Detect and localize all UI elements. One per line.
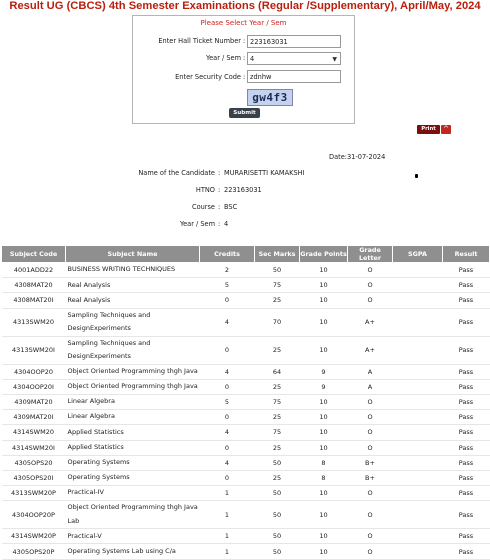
- table-row: [2, 364, 490, 379]
- cell-result: Pass: [443, 440, 490, 455]
- table-row: [2, 440, 490, 455]
- cell-grade-letter: O: [348, 410, 393, 425]
- cell-sgpa: [393, 486, 443, 501]
- subject-name-line: Real Analysis: [67, 295, 111, 304]
- cell-subject-name: [66, 336, 200, 364]
- cell-sec-marks: 75: [255, 278, 300, 293]
- cell-credits: 0: [200, 293, 255, 308]
- header-grade-points: Grade Points: [300, 246, 348, 263]
- cell-sec-marks: 25: [255, 440, 300, 455]
- cell-subject-name: [66, 486, 200, 501]
- marks-table: [1, 245, 490, 560]
- header-grade-letter: Grade Letter: [348, 246, 393, 263]
- captcha-image: gw4f3: [247, 89, 293, 106]
- cell-sgpa: [393, 394, 443, 409]
- cell-result: Pass: [443, 425, 490, 440]
- cell-result: Pass: [443, 470, 490, 485]
- cell-sgpa: [393, 440, 443, 455]
- subject-name-line: Sampling Techniques and: [67, 338, 151, 347]
- cell-sgpa: [393, 455, 443, 470]
- cell-subject-code: 4313SWM20P: [2, 486, 66, 501]
- cell-sgpa: [393, 263, 443, 278]
- cell-sec-marks: 25: [255, 336, 300, 364]
- table-row: [2, 308, 490, 336]
- cell-credits: 4: [200, 364, 255, 379]
- cell-grade-points: 10: [300, 544, 348, 559]
- table-row: [2, 470, 490, 485]
- hall-ticket-label: Enter Hall Ticket Number: [158, 37, 241, 45]
- cell-credits: 0: [200, 336, 255, 364]
- cell-grade-letter: A+: [348, 336, 393, 364]
- table-row: [2, 379, 490, 394]
- cell-grade-points: 9: [300, 364, 348, 379]
- cell-grade-points: 10: [300, 410, 348, 425]
- subject-name-line: Sampling Techniques and: [67, 310, 151, 319]
- cell-subject-code: 4308MAT20I: [2, 293, 66, 308]
- cell-credits: 0: [200, 470, 255, 485]
- cell-subject-name: [66, 263, 200, 278]
- subject-name-line: Lab: [67, 516, 80, 525]
- cell-result: Pass: [443, 278, 490, 293]
- cell-credits: 1: [200, 501, 255, 529]
- subject-name-line: Applied Statistics: [67, 427, 124, 436]
- subject-name-line: Operating Systems: [67, 458, 130, 467]
- cell-sec-marks: 50: [255, 263, 300, 278]
- chevron-down-icon: ▼: [332, 56, 337, 63]
- cell-result: Pass: [443, 364, 490, 379]
- table-row: [2, 529, 490, 544]
- cell-sec-marks: 25: [255, 293, 300, 308]
- cell-subject-name: [66, 308, 200, 336]
- colon: :: [218, 220, 221, 228]
- cell-credits: 5: [200, 394, 255, 409]
- year-sem-info-value: 4: [224, 220, 229, 228]
- subject-name-line: Operating Systems: [67, 473, 130, 482]
- subject-name-line: Practical-IV: [67, 488, 104, 497]
- cell-credits: 0: [200, 410, 255, 425]
- cell-credits: 1: [200, 544, 255, 559]
- cell-credits: 4: [200, 455, 255, 470]
- cell-sec-marks: 50: [255, 455, 300, 470]
- cell-result: Pass: [443, 455, 490, 470]
- cell-grade-letter: O: [348, 486, 393, 501]
- chevron-up-icon[interactable]: ^: [441, 125, 451, 134]
- hall-ticket-input[interactable]: 223163031: [247, 35, 341, 48]
- cell-sec-marks: 25: [255, 410, 300, 425]
- cell-grade-points: 10: [300, 263, 348, 278]
- subject-name-line: Linear Algebra: [67, 397, 115, 406]
- cell-subject-name: [66, 455, 200, 470]
- table-row: [2, 425, 490, 440]
- cell-credits: 0: [200, 440, 255, 455]
- cell-grade-points: 10: [300, 425, 348, 440]
- cell-sgpa: [393, 470, 443, 485]
- cell-subject-code: 4313SWM20: [2, 308, 66, 336]
- cell-subject-name: [66, 501, 200, 529]
- table-row: [2, 544, 490, 559]
- cell-result: Pass: [443, 394, 490, 409]
- cell-sgpa: [393, 308, 443, 336]
- year-sem-info-label: Year / Sem: [179, 220, 215, 228]
- cell-sec-marks: 64: [255, 364, 300, 379]
- cell-credits: 1: [200, 529, 255, 544]
- cell-subject-code: 4305OPS20: [2, 455, 66, 470]
- cell-subject-code: 4305OPS20P: [2, 544, 66, 559]
- course-value: BSC: [224, 203, 238, 211]
- header-sec-marks: Sec Marks: [255, 246, 300, 263]
- header-credits: Credits: [200, 246, 255, 263]
- colon: :: [243, 54, 246, 62]
- cell-subject-code: 4304OOP20: [2, 364, 66, 379]
- cell-subject-name: [66, 364, 200, 379]
- header-result: Result: [443, 246, 490, 263]
- cell-result: Pass: [443, 486, 490, 501]
- cell-grade-points: 8: [300, 470, 348, 485]
- form-heading: Please Select Year / Sem: [200, 19, 287, 27]
- security-code-label: Enter Security Code: [175, 73, 241, 81]
- cell-sgpa: [393, 544, 443, 559]
- cell-sec-marks: 70: [255, 308, 300, 336]
- cell-sgpa: [393, 501, 443, 529]
- cell-grade-letter: O: [348, 278, 393, 293]
- subject-name-line: Operating Systems Lab using C/a: [67, 546, 176, 555]
- table-row: [2, 455, 490, 470]
- cell-subject-name: [66, 425, 200, 440]
- print-button[interactable]: Print: [417, 125, 440, 134]
- cell-grade-letter: B+: [348, 455, 393, 470]
- cell-subject-name: [66, 529, 200, 544]
- table-row: [2, 293, 490, 308]
- cell-grade-points: 10: [300, 394, 348, 409]
- cell-grade-letter: O: [348, 544, 393, 559]
- cell-sgpa: [393, 278, 443, 293]
- cell-subject-name: [66, 410, 200, 425]
- cell-subject-name: [66, 440, 200, 455]
- cell-result: Pass: [443, 263, 490, 278]
- cell-subject-code: 4314SWM20I: [2, 440, 66, 455]
- cell-sec-marks: 75: [255, 425, 300, 440]
- year-sem-select[interactable]: [247, 52, 341, 65]
- cell-subject-name: [66, 379, 200, 394]
- cell-sgpa: [393, 364, 443, 379]
- cell-grade-letter: O: [348, 529, 393, 544]
- cell-subject-code: 4309MAT20: [2, 394, 66, 409]
- header-subject-code: Subject Code: [2, 246, 66, 263]
- cell-subject-name: [66, 278, 200, 293]
- page-title: Result UG (CBCS) 4th Semester Examinations (Regular /Supplementary), April/May, 2024: [9, 0, 481, 12]
- cell-result: Pass: [443, 501, 490, 529]
- cell-subject-code: 4304OOP20P: [2, 501, 66, 529]
- table-row: [2, 394, 490, 409]
- subject-name-line: DesignExperiments: [67, 352, 131, 361]
- htno-label: HTNO: [195, 186, 215, 194]
- result-date: Date:31-07-2024: [329, 153, 386, 161]
- cell-credits: 2: [200, 263, 255, 278]
- cell-subject-code: 4305OPS20I: [2, 470, 66, 485]
- colon: :: [243, 73, 246, 81]
- cell-grade-points: 9: [300, 379, 348, 394]
- cell-sgpa: [393, 293, 443, 308]
- cell-grade-letter: A+: [348, 308, 393, 336]
- cell-subject-code: 4308MAT20: [2, 278, 66, 293]
- cell-result: Pass: [443, 379, 490, 394]
- subject-name-line: Applied Statistics: [67, 442, 124, 451]
- cell-subject-code: 4001ADD22: [2, 263, 66, 278]
- cell-sec-marks: 50: [255, 544, 300, 559]
- cell-sgpa: [393, 336, 443, 364]
- table-row: [2, 486, 490, 501]
- htno-value: 223163031: [224, 186, 262, 194]
- cell-grade-points: 10: [300, 440, 348, 455]
- cell-subject-name: [66, 293, 200, 308]
- colon: :: [243, 37, 246, 45]
- cell-grade-letter: A: [348, 379, 393, 394]
- cell-credits: 5: [200, 278, 255, 293]
- cell-sgpa: [393, 410, 443, 425]
- cell-grade-letter: B+: [348, 470, 393, 485]
- table-row: [2, 501, 490, 529]
- subject-name-line: Real Analysis: [67, 280, 111, 289]
- subject-name-line: Object Oriented Programming thgh Java: [67, 503, 198, 512]
- cell-subject-code: 4313SWM20I: [2, 336, 66, 364]
- cell-grade-points: 10: [300, 486, 348, 501]
- cell-sec-marks: 25: [255, 379, 300, 394]
- cursor-dot: [415, 174, 418, 178]
- cell-grade-points: 10: [300, 336, 348, 364]
- cell-grade-letter: O: [348, 425, 393, 440]
- cell-subject-code: 4314SWM20P: [2, 529, 66, 544]
- cell-grade-points: 10: [300, 293, 348, 308]
- subject-name-line: DesignExperiments: [67, 324, 131, 333]
- cell-subject-code: 4309MAT20I: [2, 410, 66, 425]
- cell-subject-name: [66, 544, 200, 559]
- cell-subject-code: 4314SWM20: [2, 425, 66, 440]
- header-subject-name: Subject Name: [66, 246, 200, 263]
- cell-result: Pass: [443, 544, 490, 559]
- cell-sec-marks: 75: [255, 394, 300, 409]
- cell-grade-letter: O: [348, 263, 393, 278]
- subject-name-line: Linear Algebra: [67, 412, 115, 421]
- cell-credits: 4: [200, 425, 255, 440]
- colon: :: [218, 203, 221, 211]
- cell-grade-points: 8: [300, 455, 348, 470]
- cell-grade-letter: O: [348, 501, 393, 529]
- subject-name-line: Object Oriented Programming thgh Java: [67, 366, 198, 375]
- cell-sec-marks: 50: [255, 501, 300, 529]
- cell-result: Pass: [443, 410, 490, 425]
- cell-grade-points: 10: [300, 501, 348, 529]
- table-row: [2, 336, 490, 364]
- cell-sec-marks: 50: [255, 486, 300, 501]
- cell-result: Pass: [443, 529, 490, 544]
- year-sem-selected: 4: [250, 55, 255, 63]
- header-sgpa: SGPA: [393, 246, 443, 263]
- cell-result: Pass: [443, 308, 490, 336]
- cell-grade-letter: O: [348, 394, 393, 409]
- security-code-input[interactable]: zdnhw: [247, 70, 341, 83]
- cell-credits: 4: [200, 308, 255, 336]
- search-form: [132, 15, 355, 124]
- table-row: [2, 410, 490, 425]
- cell-credits: 1: [200, 486, 255, 501]
- table-header-row: [2, 246, 490, 263]
- candidate-name-label: Name of the Candidate: [138, 169, 215, 177]
- cell-grade-letter: A: [348, 364, 393, 379]
- course-label: Course: [191, 203, 215, 211]
- cell-sec-marks: 50: [255, 529, 300, 544]
- cell-subject-name: [66, 394, 200, 409]
- subject-name-line: Object Oriented Programming thgh Java: [67, 382, 198, 391]
- cell-grade-points: 10: [300, 529, 348, 544]
- cell-result: Pass: [443, 336, 490, 364]
- cell-sec-marks: 25: [255, 470, 300, 485]
- cell-credits: 0: [200, 379, 255, 394]
- cell-sgpa: [393, 529, 443, 544]
- colon: :: [218, 186, 221, 194]
- cell-grade-points: 10: [300, 308, 348, 336]
- subject-name-line: BUSINESS WRITING TECHNIQUES: [67, 265, 176, 274]
- cell-subject-code: 4304OOP20I: [2, 379, 66, 394]
- cell-result: Pass: [443, 293, 490, 308]
- subject-name-line: Practical-V: [67, 531, 102, 540]
- candidate-name-value: MURARISETTI KAMAKSHI: [224, 169, 305, 177]
- table-row: [2, 278, 490, 293]
- cell-grade-letter: O: [348, 293, 393, 308]
- cell-sgpa: [393, 425, 443, 440]
- submit-button[interactable]: Submit: [229, 108, 260, 118]
- cell-subject-name: [66, 470, 200, 485]
- colon: :: [218, 169, 221, 177]
- cell-grade-points: 10: [300, 278, 348, 293]
- cell-sgpa: [393, 379, 443, 394]
- cell-grade-letter: O: [348, 440, 393, 455]
- year-sem-label: Year / Sem: [205, 54, 241, 62]
- table-row: [2, 263, 490, 278]
